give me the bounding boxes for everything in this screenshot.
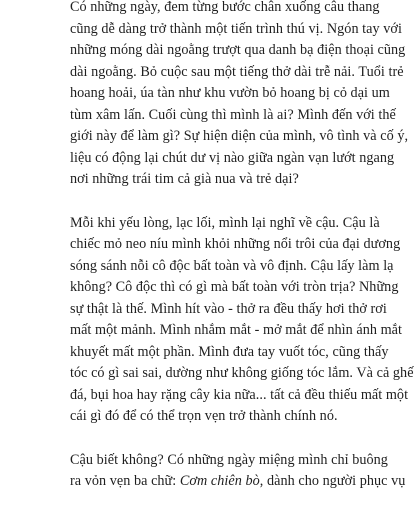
text-line: cái gì đó để có thể trọn vẹn trở thành chính nó. xyxy=(70,408,338,424)
text-line: nơi những trái tim cả già nua và trẻ dại? xyxy=(70,171,299,187)
paragraph-2 xyxy=(70,213,414,428)
italic-dish-name: Cơm chiên bò xyxy=(179,473,260,489)
text-line: tóc có gì sai sai, dường như không giống tóc lắm. Và cả ghế xyxy=(70,365,414,381)
text-line: đá, bụi hoa hay rặng cây kia nữa... tất cả đều thiếu mất một xyxy=(70,386,409,403)
text-line: Có những ngày, đem từng bước chân xuống câu thang xyxy=(70,0,380,15)
text-line: sự thật là thế. Mình hít vào - thở ra đều thấy hơi thở rơi xyxy=(70,300,387,317)
text-line xyxy=(70,471,406,493)
text-line: chiếc mỏ neo níu mình khỏi những nổi trôi của đại dương xyxy=(70,236,401,252)
text-segment: ra vỏn vẹn ba chữ: xyxy=(70,473,180,489)
text-line: liệu có động lại chút dư vị nào giữa ngàn vạn lướt ngang xyxy=(70,149,395,166)
text-line: mất một mảnh. Mình nhắm mắt - mở mắt để nhìn ánh mắt xyxy=(70,322,403,338)
text-line: cũng dễ dàng trở thành một tiến trình thú vị. Ngón tay với xyxy=(70,20,402,37)
text-line: Mỗi khi yếu lòng, lạc lối, mình lại nghĩ về cậu. Cậu là xyxy=(70,214,380,231)
paragraph-1 xyxy=(70,0,409,191)
text-line: không? Cô độc thì có gì mà bất toàn với tròn trịa? Những xyxy=(70,279,399,295)
text-line: hoang hoải, úa tàn như khu vườn bỏ hoang bị cỏ dại um xyxy=(70,85,390,101)
body-text xyxy=(70,0,414,515)
paragraph-3 xyxy=(70,450,406,493)
text-line: sóng sánh nỗi cô độc bất toàn và vô định. Cậu lấy làm lạ xyxy=(70,257,394,274)
text-line: giới này để làm gì? Sự hiện diện của mình, vô tình và cố ý, xyxy=(70,128,409,144)
text-segment: , dành cho người phục vụ xyxy=(259,473,406,489)
text-line: Cậu biết không? Có những ngày miệng mình chỉ buông xyxy=(70,451,388,468)
text-line: dài ngoằng. Bỏ cuộc sau một tiếng thở dài trễ nải. Tuổi trẻ xyxy=(70,63,404,80)
text-line: những móng dài ngoằng trượt qua danh bạ điện thoại cũng xyxy=(70,42,406,58)
text-line: tùm xâm lấn. Cuối cùng thì mình là ai? Mình đến với thế xyxy=(70,106,396,123)
text-line: khuyết mất một phần. Mình đưa tay vuốt tóc, cũng thấy xyxy=(70,343,389,360)
